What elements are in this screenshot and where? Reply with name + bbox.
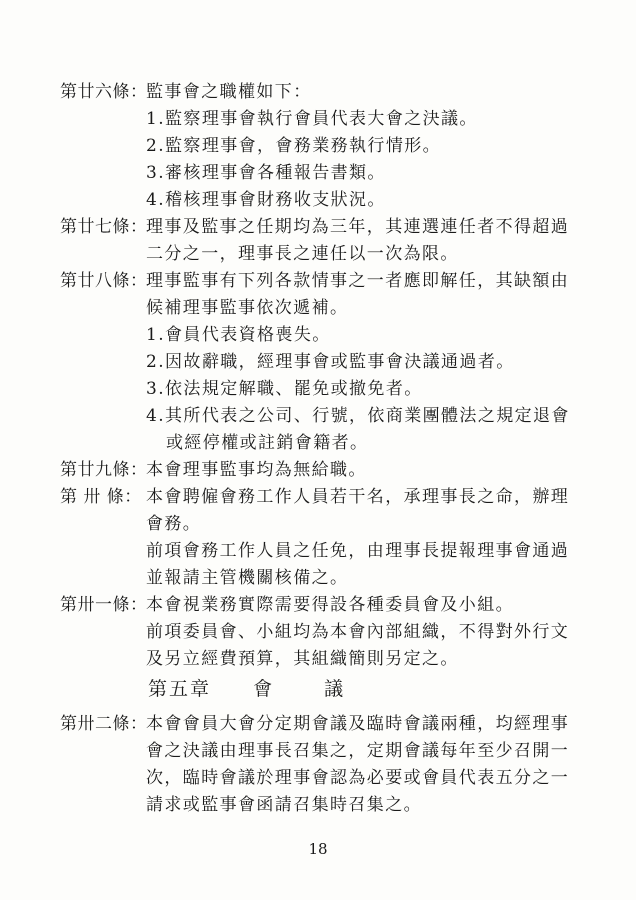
article-27-label: 第廿七條： bbox=[60, 217, 148, 237]
article-28-item-2: 2.因故辭職，經理事會或監事會決議通過者。 bbox=[146, 352, 515, 372]
article-28-item-3: 3.依法規定解職、罷免或撤免者。 bbox=[146, 379, 423, 399]
article-32-text-line-1: 本會會員大會分定期會議及臨時會議兩種，均經理事 bbox=[146, 714, 570, 734]
article-29-label: 第廿九條： bbox=[60, 460, 148, 480]
article-31-para-2-line-2: 及另立經費預算，其組織簡則另定之。 bbox=[146, 649, 459, 669]
article-30-text-line-2: 會務。 bbox=[146, 514, 202, 534]
article-26-item-1: 1.監察理事會執行會員代表大會之決議。 bbox=[146, 109, 478, 129]
article-32-text-line-4: 請求或監事會函請召集時召集之。 bbox=[146, 795, 422, 815]
article-28-item-4-line-2: 或經停權或註銷會籍者。 bbox=[166, 433, 369, 453]
article-27-text-line-1: 理事及監事之任期均為三年，其連選連任者不得超過 bbox=[146, 217, 570, 237]
article-32-text-line-2: 會之決議由理事長召集之，定期會議每年至少召開一 bbox=[146, 741, 570, 761]
article-31-label: 第卅一條： bbox=[60, 595, 148, 615]
article-26-item-2: 2.監察理事會，會務業務執行情形。 bbox=[146, 136, 442, 156]
chapter-number: 第五章 bbox=[148, 678, 212, 700]
article-30-para-2-line-2: 並報請主管機關核備之。 bbox=[146, 568, 349, 588]
article-32-label: 第卅二條： bbox=[60, 714, 148, 734]
article-28-text-line-1: 理事監事有下列各款情事之一者應即解任，其缺額由 bbox=[146, 271, 570, 291]
article-31-para-2-line-1: 前項委員會、小組均為本會內部組織，不得對外行文 bbox=[146, 622, 570, 642]
article-26-label: 第廿六條： bbox=[60, 82, 148, 102]
article-26-item-3: 3.審核理事會各種報告書類。 bbox=[146, 163, 386, 183]
article-27-text-line-2: 二分之一，理事長之連任以一次為限。 bbox=[146, 244, 459, 264]
chapter-heading bbox=[148, 676, 345, 702]
chapter-title-char-2: 議 bbox=[324, 678, 346, 700]
page-number: 18 bbox=[308, 840, 328, 858]
chapter-title-char-1: 會 bbox=[253, 678, 275, 700]
article-26-text: 監事會之職權如下： bbox=[146, 82, 312, 102]
article-30-text-line-1: 本會聘僱會務工作人員若干名，承理事長之命，辦理 bbox=[146, 487, 570, 507]
article-26-item-4: 4.稽核理事會財務收支狀況。 bbox=[146, 190, 386, 210]
article-28-item-4-line-1: 4.其所代表之公司、行號，依商業團體法之規定退會 bbox=[146, 406, 570, 426]
article-30-para-2-line-1: 前項會務工作人員之任免，由理事長提報理事會通過 bbox=[146, 541, 570, 561]
article-31-text: 本會視業務實際需要得設各種委員會及小組。 bbox=[146, 595, 514, 615]
article-28-text-line-2: 候補理事監事依次遞補。 bbox=[146, 298, 349, 318]
article-29-text: 本會理事監事均為無給職。 bbox=[146, 460, 367, 480]
article-30-label: 第 卅 條： bbox=[60, 487, 142, 507]
article-28-item-1: 1.會員代表資格喪失。 bbox=[146, 325, 331, 345]
article-32-text-line-3: 次，臨時會議於理事會認為必要或會員代表五分之一 bbox=[146, 768, 570, 788]
article-28-label: 第廿八條： bbox=[60, 271, 148, 291]
